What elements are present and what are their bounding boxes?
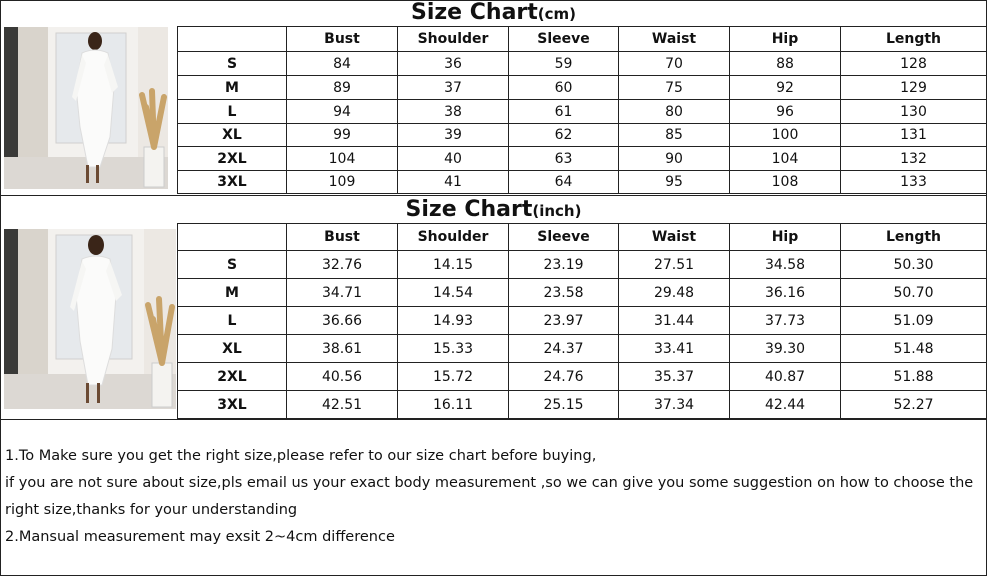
title-text: Size Chart xyxy=(405,197,533,222)
value-cell: 29.48 xyxy=(619,279,730,307)
note-line: right size,thanks for your understanding xyxy=(5,502,298,518)
title-unit: (cm) xyxy=(537,5,577,23)
value-cell: 108 xyxy=(730,171,841,194)
value-cell: 100 xyxy=(730,124,841,147)
value-cell: 15.33 xyxy=(398,335,509,363)
value-cell: 104 xyxy=(287,147,398,171)
value-cell: 85 xyxy=(619,124,730,147)
size-notes xyxy=(5,443,980,551)
value-cell: 24.37 xyxy=(509,335,619,363)
value-cell: 131 xyxy=(841,124,987,147)
header-cell: Length xyxy=(841,224,987,251)
value-cell: 84 xyxy=(287,52,398,76)
value-cell: 52.27 xyxy=(841,391,987,419)
value-cell: 70 xyxy=(619,52,730,76)
value-cell: 51.48 xyxy=(841,335,987,363)
header-cell: Hip xyxy=(730,27,841,52)
value-cell: 33.41 xyxy=(619,335,730,363)
value-cell: 94 xyxy=(287,100,398,124)
size-cell: 2XL xyxy=(178,363,287,391)
size-cell: M xyxy=(178,279,287,307)
value-cell: 16.11 xyxy=(398,391,509,419)
value-cell: 38.61 xyxy=(287,335,398,363)
value-cell: 14.54 xyxy=(398,279,509,307)
header-cell: Hip xyxy=(730,224,841,251)
value-cell: 31.44 xyxy=(619,307,730,335)
header-cell: Waist xyxy=(619,27,730,52)
size-cell: 2XL xyxy=(178,147,287,171)
header-cell: Length xyxy=(841,27,987,52)
value-cell: 129 xyxy=(841,76,987,100)
value-cell: 130 xyxy=(841,100,987,124)
value-cell: 35.37 xyxy=(619,363,730,391)
value-cell: 92 xyxy=(730,76,841,100)
header-cell: Waist xyxy=(619,224,730,251)
value-cell: 38 xyxy=(398,100,509,124)
header-cell: Shoulder xyxy=(398,224,509,251)
value-cell: 23.19 xyxy=(509,251,619,279)
size-cell: M xyxy=(178,76,287,100)
value-cell: 88 xyxy=(730,52,841,76)
section-divider xyxy=(0,419,987,420)
value-cell: 36.66 xyxy=(287,307,398,335)
value-cell: 63 xyxy=(509,147,619,171)
header-cell: Bust xyxy=(287,224,398,251)
value-cell: 23.58 xyxy=(509,279,619,307)
value-cell: 64 xyxy=(509,171,619,194)
section-divider xyxy=(0,195,987,196)
value-cell: 14.15 xyxy=(398,251,509,279)
value-cell: 59 xyxy=(509,52,619,76)
value-cell: 61 xyxy=(509,100,619,124)
note-line: 2.Mansual measurement may exsit 2~4cm difference xyxy=(5,529,395,545)
value-cell: 75 xyxy=(619,76,730,100)
header-cell: Shoulder xyxy=(398,27,509,52)
value-cell: 27.51 xyxy=(619,251,730,279)
value-cell: 50.30 xyxy=(841,251,987,279)
value-cell: 128 xyxy=(841,52,987,76)
value-cell: 37.34 xyxy=(619,391,730,419)
value-cell: 36 xyxy=(398,52,509,76)
title-text: Size Chart xyxy=(410,0,538,25)
value-cell: 132 xyxy=(841,147,987,171)
value-cell: 90 xyxy=(619,147,730,171)
value-cell: 34.71 xyxy=(287,279,398,307)
size-cell: S xyxy=(178,251,287,279)
header-cell: Sleeve xyxy=(509,27,619,52)
note-line: 1.To Make sure you get the right size,please refer to our size chart before buying, xyxy=(5,448,597,464)
value-cell: 51.09 xyxy=(841,307,987,335)
header-cell: Sleeve xyxy=(509,224,619,251)
size-cell: XL xyxy=(178,124,287,147)
value-cell: 40.87 xyxy=(730,363,841,391)
value-cell: 42.44 xyxy=(730,391,841,419)
size-cell: L xyxy=(178,100,287,124)
value-cell: 42.51 xyxy=(287,391,398,419)
size-cell: 3XL xyxy=(178,171,287,194)
value-cell: 80 xyxy=(619,100,730,124)
value-cell: 39 xyxy=(398,124,509,147)
value-cell: 99 xyxy=(287,124,398,147)
size-cell: XL xyxy=(178,335,287,363)
header-cell: Bust xyxy=(287,27,398,52)
value-cell: 89 xyxy=(287,76,398,100)
value-cell: 96 xyxy=(730,100,841,124)
value-cell: 50.70 xyxy=(841,279,987,307)
value-cell: 51.88 xyxy=(841,363,987,391)
value-cell: 104 xyxy=(730,147,841,171)
value-cell: 24.76 xyxy=(509,363,619,391)
size-cell: 3XL xyxy=(178,391,287,419)
value-cell: 60 xyxy=(509,76,619,100)
value-cell: 40.56 xyxy=(287,363,398,391)
value-cell: 39.30 xyxy=(730,335,841,363)
value-cell: 37 xyxy=(398,76,509,100)
value-cell: 62 xyxy=(509,124,619,147)
note-line: if you are not sure about size,pls email us your exact body measurement ,so we can give you some suggestion on how to choose the xyxy=(5,475,974,491)
value-cell: 133 xyxy=(841,171,987,194)
value-cell: 15.72 xyxy=(398,363,509,391)
value-cell: 40 xyxy=(398,147,509,171)
value-cell: 36.16 xyxy=(730,279,841,307)
value-cell: 34.58 xyxy=(730,251,841,279)
value-cell: 23.97 xyxy=(509,307,619,335)
value-cell: 32.76 xyxy=(287,251,398,279)
value-cell: 109 xyxy=(287,171,398,194)
size-cell: S xyxy=(178,52,287,76)
value-cell: 25.15 xyxy=(509,391,619,419)
value-cell: 41 xyxy=(398,171,509,194)
value-cell: 37.73 xyxy=(730,307,841,335)
size-cell: L xyxy=(178,307,287,335)
title-unit: (inch) xyxy=(532,202,582,220)
value-cell: 14.93 xyxy=(398,307,509,335)
value-cell: 95 xyxy=(619,171,730,194)
